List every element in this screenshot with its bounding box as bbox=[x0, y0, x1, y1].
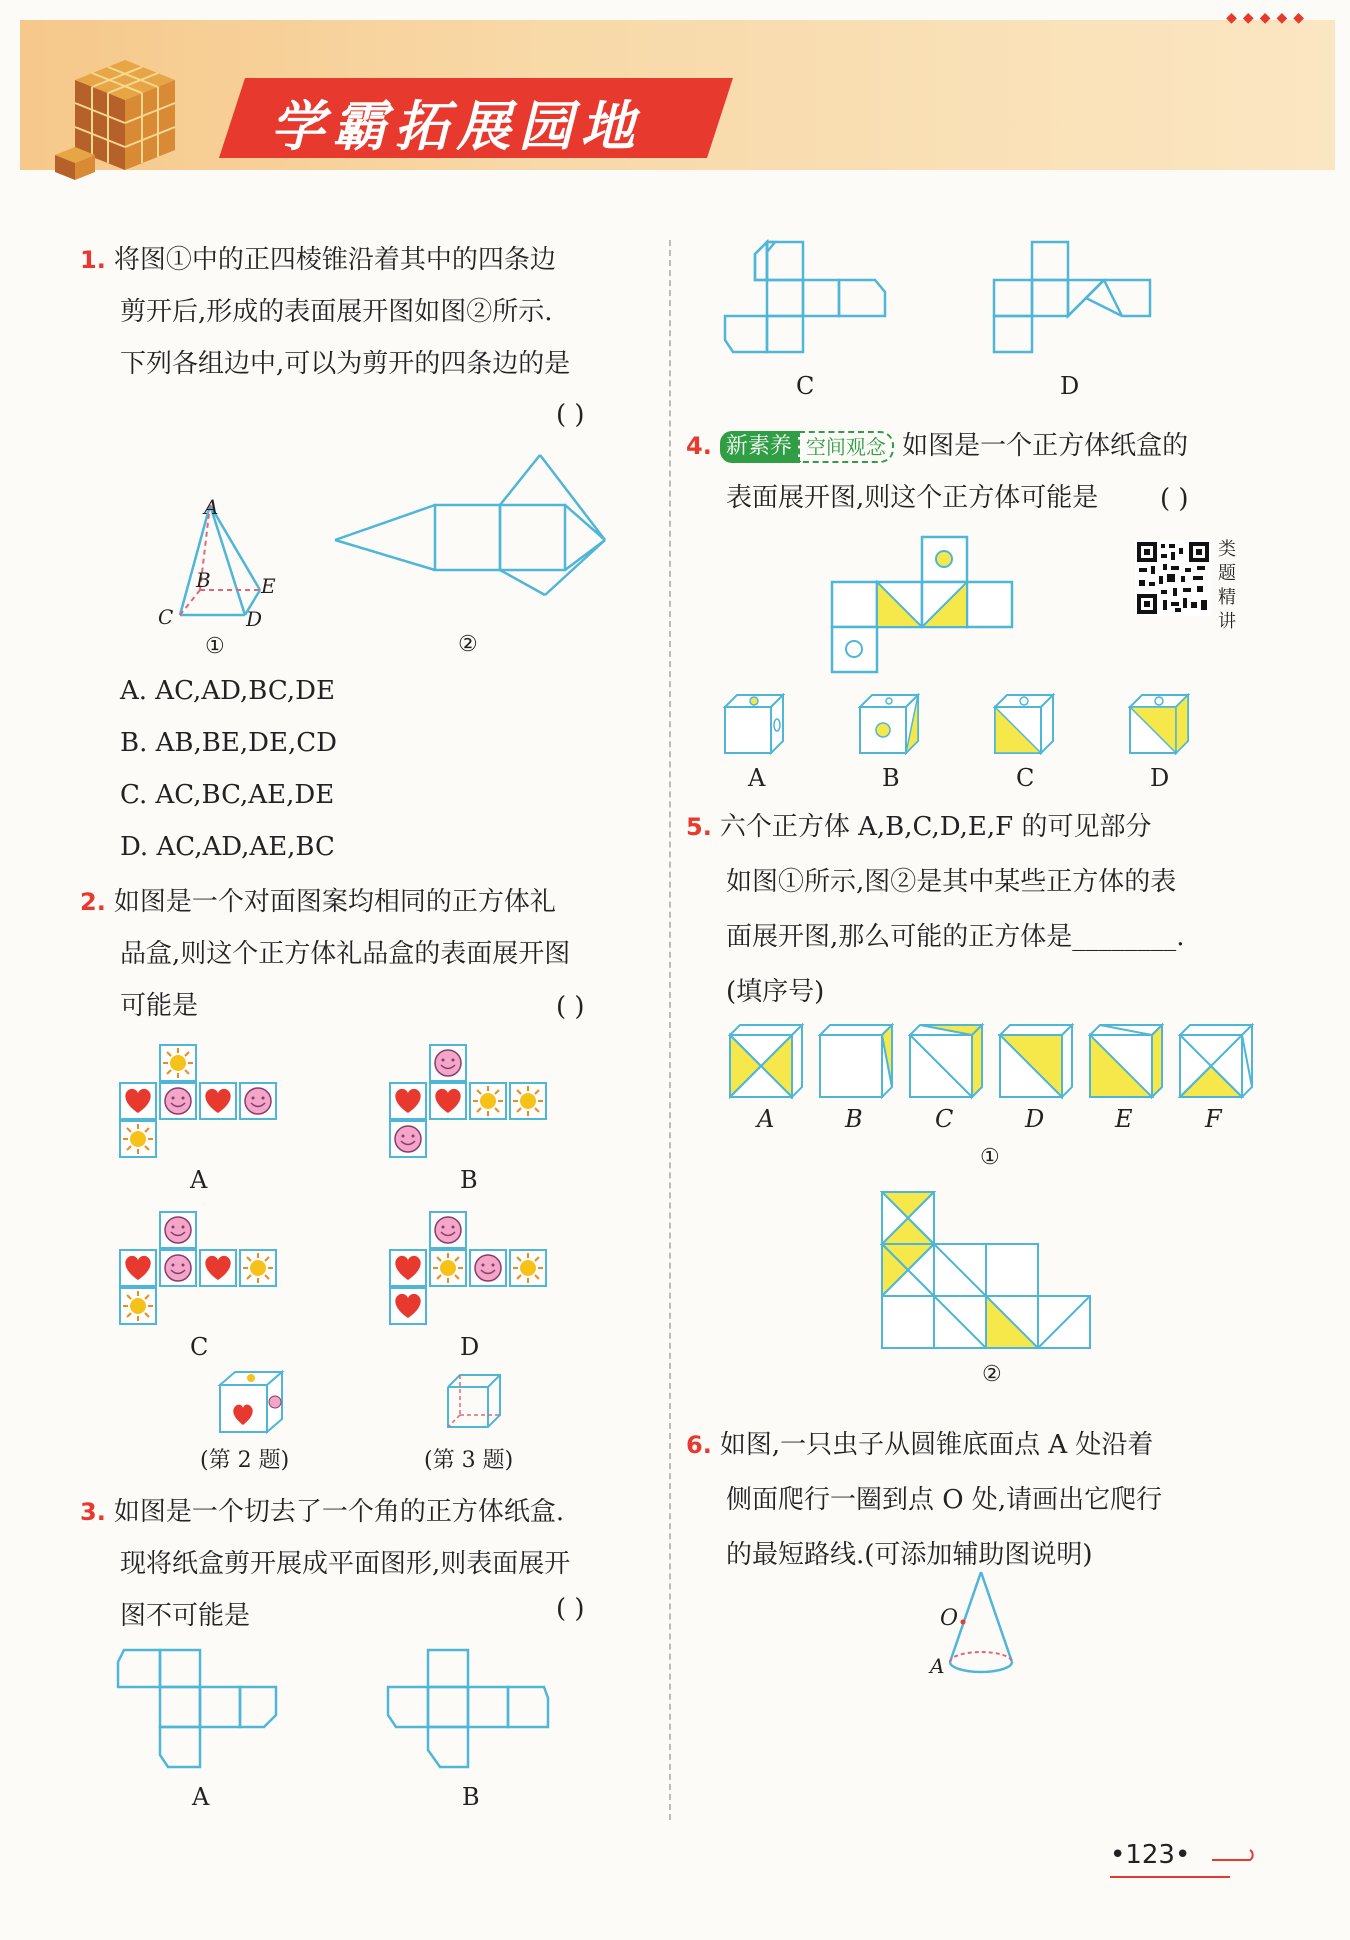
net-label-b: B bbox=[460, 1166, 478, 1194]
cube-option-label-d: D bbox=[1150, 764, 1170, 792]
cube-net-label-b: B bbox=[462, 1783, 480, 1811]
net-option-b bbox=[390, 1045, 550, 1165]
vertex-label-b: B bbox=[196, 568, 211, 592]
vertex-label-e: E bbox=[261, 574, 276, 598]
figure-label-1: ① bbox=[205, 634, 225, 659]
cube-net-label-d: D bbox=[1060, 372, 1080, 400]
option-a: A. AC,AD,BC,DE bbox=[120, 676, 335, 706]
figure-label-2: ② bbox=[982, 1362, 1002, 1387]
question-text-line: 表面展开图,则这个正方体可能是 bbox=[726, 483, 1099, 513]
question-text-line: 下列各组边中,可以为剪开的四条边的是 bbox=[120, 349, 571, 379]
question-text-line: 如图①所示,图②是其中某些正方体的表 bbox=[726, 867, 1177, 897]
cube-net-label-c: C bbox=[796, 372, 815, 400]
cube-label-c: C bbox=[935, 1105, 954, 1133]
question-1 bbox=[80, 234, 660, 390]
pyramid-net-figure bbox=[330, 450, 610, 595]
question-text-line: 将图①中的正四棱锥沿着其中的四条边 bbox=[113, 245, 556, 275]
cube-net-option-d bbox=[990, 242, 1155, 367]
page-number-underline bbox=[1110, 1876, 1230, 1878]
question-6 bbox=[686, 1418, 1266, 1583]
question-5 bbox=[686, 800, 1266, 1020]
question-number: 4. bbox=[686, 432, 712, 460]
net-option-c bbox=[120, 1212, 280, 1332]
answer-paren: ( ) bbox=[556, 400, 585, 430]
question-text-line: 图不可能是 bbox=[120, 1601, 251, 1631]
figure-label-1: ① bbox=[980, 1145, 1000, 1170]
gift-box-figure bbox=[220, 1370, 290, 1436]
cube-label-e: E bbox=[1115, 1105, 1133, 1133]
question-number: 1. bbox=[80, 246, 106, 274]
question-text-line: 如图是一个正方体纸盒的 bbox=[902, 431, 1189, 461]
cube-option-a bbox=[725, 695, 785, 757]
question-text-line: 品盒,则这个正方体礼品盒的表面展开图 bbox=[120, 939, 571, 969]
page-number: •123• bbox=[1110, 1840, 1191, 1870]
net-label-c: C bbox=[190, 1333, 209, 1361]
banner-title-box bbox=[219, 78, 733, 158]
question-text-line: 如图是一个切去了一个角的正方体纸盒. bbox=[113, 1497, 565, 1527]
page-number-swoosh-icon bbox=[1210, 1848, 1260, 1868]
net-option-a bbox=[120, 1045, 280, 1165]
paper-box-net-figure bbox=[830, 537, 1015, 672]
question-text-line: 的最短路线.(可添加辅助图说明) bbox=[726, 1540, 1093, 1570]
qr-code-icon[interactable] bbox=[1135, 540, 1211, 616]
question-text-line: 现将纸盒剪开展成平面图形,则表面展开 bbox=[120, 1549, 571, 1579]
cut-cube-figure bbox=[448, 1375, 504, 1431]
cube-option-c bbox=[995, 695, 1055, 757]
cube-net-label-a: A bbox=[192, 1783, 210, 1811]
cube-net-option-b bbox=[388, 1650, 553, 1780]
cube-option-label-a: A bbox=[748, 764, 766, 792]
question-text-line: 侧面爬行一圈到点 O 处,请画出它爬行 bbox=[726, 1485, 1163, 1515]
point-label-o: O bbox=[940, 1606, 959, 1631]
cube-label-b: B bbox=[845, 1105, 863, 1133]
cube-option-label-c: C bbox=[1016, 764, 1035, 792]
vertex-label-d: D bbox=[246, 607, 263, 631]
question-text-line: 面展开图,那么可能的正方体是________. bbox=[726, 922, 1185, 952]
new-literacy-tag: 新素养 bbox=[720, 431, 798, 463]
net-label-a: A bbox=[190, 1166, 208, 1194]
cube-label-a: A bbox=[757, 1105, 775, 1133]
decoration-dots: ◆◆◆◆◆ bbox=[1226, 10, 1310, 26]
qr-code-label: 类题精讲 bbox=[1218, 539, 1236, 632]
vertex-label-c: C bbox=[158, 605, 174, 629]
cube-option-label-b: B bbox=[882, 764, 900, 792]
cube-label-f: F bbox=[1205, 1105, 1222, 1133]
question-number: 2. bbox=[80, 888, 106, 916]
option-b: B. AB,BE,DE,CD bbox=[120, 728, 337, 758]
cube-option-b bbox=[860, 695, 920, 757]
cube-net-option-a bbox=[118, 1650, 283, 1780]
net-option-d bbox=[390, 1212, 550, 1332]
question-text-line: 可能是 bbox=[120, 991, 199, 1021]
cube-net-figure-lower bbox=[880, 1192, 1100, 1362]
answer-paren: ( ) bbox=[556, 1594, 585, 1624]
answer-paren: ( ) bbox=[556, 992, 585, 1022]
question-text-line: 如图,一只虫子从圆锥底面点 A 处沿着 bbox=[719, 1430, 1154, 1460]
question-number: 5. bbox=[686, 813, 712, 841]
cube-option-d bbox=[1130, 695, 1190, 757]
net-label-d: D bbox=[460, 1333, 480, 1361]
question-text-line: 六个正方体 A,B,C,D,E,F 的可见部分 bbox=[719, 812, 1152, 842]
column-divider bbox=[669, 240, 671, 1820]
cube-net-option-c bbox=[725, 242, 890, 367]
point-label-a: A bbox=[930, 1654, 945, 1678]
answer-paren: ( ) bbox=[1160, 484, 1189, 514]
banner-title: 学霸拓展园地 bbox=[270, 95, 643, 158]
vertex-label-a: A bbox=[204, 495, 219, 519]
question-text-line: 如图是一个对面图案均相同的正方体礼 bbox=[113, 887, 556, 917]
question-text-line: 剪开后,形成的表面展开图如图②所示. bbox=[120, 297, 553, 327]
cube-label-d: D bbox=[1025, 1105, 1045, 1133]
question-text-line: (填序号) bbox=[726, 977, 825, 1007]
option-c: C. AC,BC,AE,DE bbox=[120, 780, 335, 810]
figure-label-2: ② bbox=[458, 632, 478, 657]
spatial-concept-tag: 空间观念 bbox=[798, 431, 894, 463]
caption-question-3: (第 3 题) bbox=[424, 1448, 514, 1473]
caption-question-2: (第 2 题) bbox=[200, 1448, 290, 1473]
question-number: 6. bbox=[686, 1431, 712, 1459]
question-number: 3. bbox=[80, 1498, 106, 1526]
option-d: D. AC,AD,AE,BC bbox=[120, 832, 335, 862]
six-cubes-figure bbox=[730, 1025, 1260, 1105]
cube-logo-icon bbox=[55, 40, 185, 180]
